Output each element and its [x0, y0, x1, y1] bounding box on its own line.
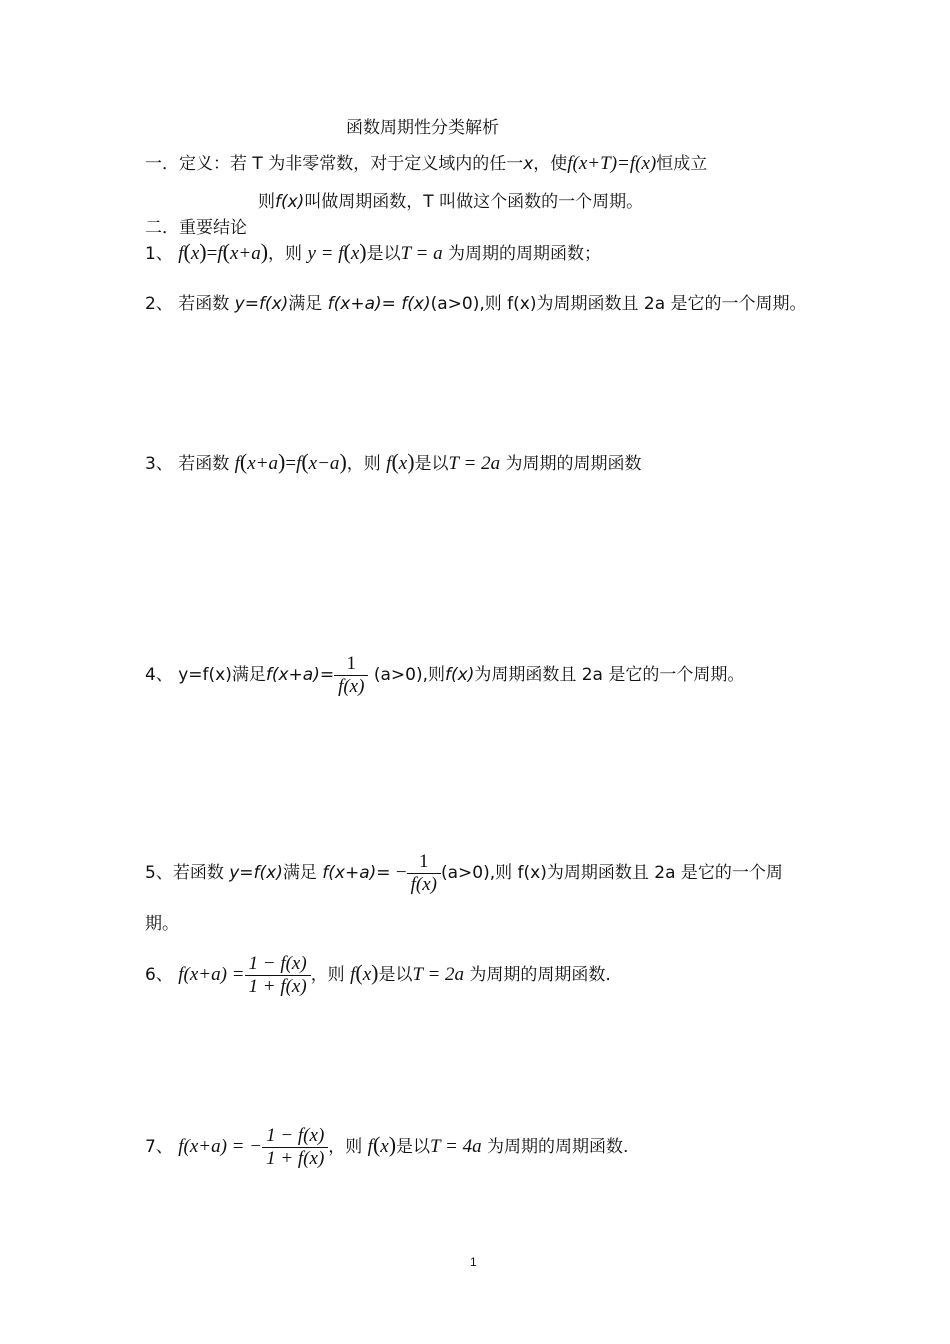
section-2-heading: 二．重要结论	[145, 218, 247, 238]
item-2-number: 2、	[145, 294, 173, 314]
item-4-fraction-num: 1	[346, 652, 357, 674]
item-3-f1: f	[234, 453, 240, 474]
item-1: 1、 f(x)=f(x+a)，则 y = f(x)是以T = a 为周期的周期函数；	[145, 239, 602, 264]
item-4-b: f(x+a)=	[265, 665, 335, 685]
item-4-e: 为周期函数且 2a 是它的一个周期。	[474, 665, 745, 685]
item-3-a: 若函数	[178, 454, 230, 474]
item-5-fraction-num: 1	[419, 850, 429, 872]
item-1-f2: f	[217, 243, 223, 264]
item-7-fraction	[262, 1125, 328, 1170]
item-1-arg2: x+a	[229, 243, 261, 264]
definition-suffix: 恒成立	[656, 154, 708, 174]
item-2-g: (a>0),则 f(x)为周期函数且 2a 是它的一个周期。	[430, 294, 807, 314]
item-6-fraction	[245, 953, 311, 998]
item-1-arg3: x	[350, 243, 360, 264]
definition-prefix: 一．定义：若 T 为非零常数，对于定义域内的任一	[145, 154, 524, 174]
item-1-f1: f	[178, 243, 184, 264]
definition-line-2	[258, 190, 643, 214]
item-1-t1: 是以	[366, 244, 401, 264]
item-2	[145, 292, 807, 316]
item-5-b: y=f(x)	[229, 863, 283, 883]
item-1-number: 1、	[145, 244, 173, 264]
item-7-lhs: f(x+a) = −	[178, 1136, 263, 1157]
item-4-d: f(x)	[445, 665, 475, 685]
item-2-c: 满足	[288, 294, 323, 314]
item-5-fraction	[407, 851, 441, 896]
item-3-then: ，则	[346, 454, 381, 474]
item-1-period: T = a	[400, 243, 443, 264]
item-5-fraction-den: f(x)	[407, 873, 441, 896]
item-1-g: y = f	[307, 243, 344, 264]
item-2-e: f(x)	[401, 294, 431, 314]
item-3-arg2: x−a	[308, 453, 340, 474]
item-7-arg: x	[380, 1136, 389, 1157]
item-4-c: (a>0),则	[373, 665, 446, 685]
item-6-t2: 为周期的周期函数.	[469, 965, 611, 985]
definition-formula: f(x+T)=f(x)	[567, 153, 657, 174]
item-2-d: f(x+a)=	[327, 294, 396, 314]
item-5-number: 5、	[145, 863, 173, 883]
item-5-d: f(x+a)=	[322, 863, 391, 883]
item-3-f2: f	[296, 453, 302, 474]
item-7-period: T = 4a	[430, 1136, 482, 1157]
definition-line-1	[145, 152, 707, 176]
item-7-fraction-den: 1 + f(x)	[262, 1147, 328, 1170]
item-6-fraction-den: 1 + f(x)	[245, 975, 311, 998]
definition-line2-a: 则	[258, 192, 275, 212]
item-6-number: 6、	[145, 965, 173, 985]
item-5-minus: −	[395, 862, 407, 883]
item-6: 6、 f(x+a) = $\frac{1 - f(x)}{1 + f(x)}$ ，则 f(x)是以T = 2a 为周期的周期函数.	[145, 952, 611, 997]
item-5-e: (a>0),则 f(x)为周期函数且 2a 是它的一个周	[440, 863, 783, 883]
definition-mid: ，使	[533, 154, 568, 174]
item-5-wrap: 期。	[145, 914, 179, 934]
item-4-fraction	[334, 653, 368, 698]
definition-line2-b: 叫做周期函数，T 叫做这个函数的一个周期。	[304, 192, 644, 212]
item-3-t1: 是以	[414, 454, 449, 474]
item-7-t1: 是以	[396, 1137, 431, 1157]
item-3-number: 3、	[145, 454, 173, 474]
item-6-fraction-num: 1 − f(x)	[248, 952, 307, 974]
item-6-arg: x	[362, 964, 372, 985]
definition-line2-fx: f(x)	[275, 192, 305, 212]
item-6-then: ，则	[310, 965, 345, 985]
item-6-t1: 是以	[378, 965, 413, 985]
item-2-b: y=f(x)	[234, 294, 289, 314]
item-3-eq: =	[285, 453, 297, 474]
item-5	[145, 850, 783, 896]
item-3: 3、 若函数 f(x+a)=f(x−a)，则 f(x)是以T = 2a 为周期的周期函数	[145, 449, 642, 474]
item-1-arg1: x	[190, 243, 200, 264]
item-1-eq: =	[206, 243, 218, 264]
item-3-arg1: x+a	[247, 453, 279, 474]
item-1-t2: 为周期的周期函数；	[448, 244, 602, 264]
item-7-number: 7、	[145, 1137, 173, 1157]
item-3-t2: 为周期的周期函数	[505, 454, 642, 474]
definition-var: x	[523, 154, 534, 174]
item-6-period: T = 2a	[412, 964, 465, 985]
item-5-a: 若函数	[172, 863, 224, 883]
item-3-period: T = 2a	[448, 453, 501, 474]
item-6-lhs: f(x+a) =	[178, 964, 245, 985]
item-4-fraction-den: f(x)	[334, 675, 368, 698]
item-3-arg3: x	[398, 453, 408, 474]
item-4-number: 4、	[145, 665, 173, 685]
page-title: 函数周期性分类解析	[346, 118, 499, 138]
item-4-a: y=f(x)满足	[178, 665, 266, 685]
item-4	[145, 652, 744, 698]
item-7-t2: 为周期的周期函数.	[487, 1137, 629, 1157]
page-number: 1	[470, 1255, 477, 1269]
item-7: 7、 f(x+a) = − $\frac{1 - f(x)}{1 + f(x)}$ ，则 f(x)是以T = 4a 为周期的周期函数.	[145, 1124, 629, 1169]
item-2-a: 若函数	[178, 294, 230, 314]
item-3-f3: f	[386, 453, 392, 474]
item-7-then: ，则	[328, 1137, 363, 1157]
item-1-then: ，则	[268, 244, 303, 264]
item-7-fraction-num: 1 − f(x)	[266, 1124, 325, 1146]
item-5-c: 满足	[282, 863, 317, 883]
